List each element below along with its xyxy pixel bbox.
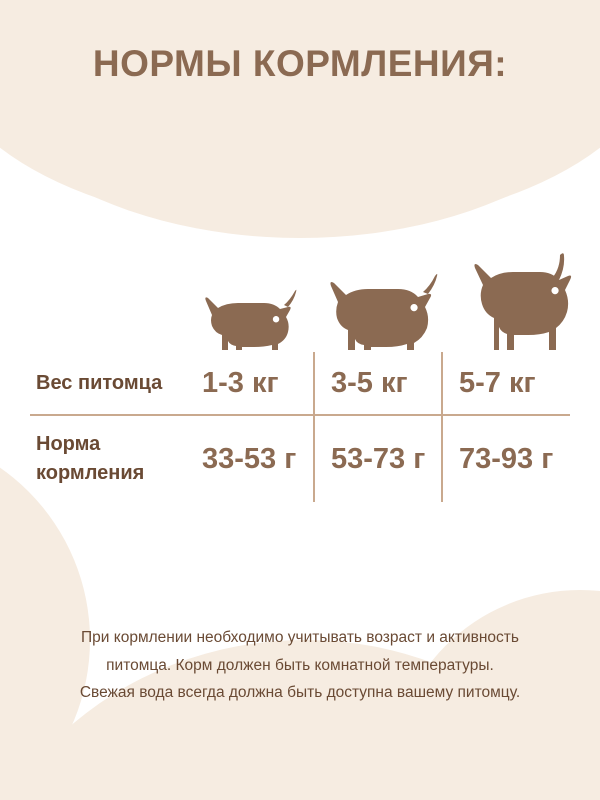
cell-portion-3: 73-93 г (459, 443, 554, 476)
feeding-note (0, 624, 600, 707)
cat-silhouette-medium-icon (326, 274, 438, 350)
cell-weight-1: 1-3 кг (186, 352, 314, 415)
note-line-3: Свежая вода всегда должна быть доступна вашему питомцу. (79, 684, 521, 702)
cat-silhouette-small-icon (202, 288, 298, 350)
table-row (30, 415, 570, 502)
cat-silhouette-large-icon (468, 252, 576, 350)
note-line-2: питомца. Корм должен быть комнатной температуры. (106, 656, 494, 674)
feeding-table (30, 352, 570, 502)
page-title: НОРМЫ КОРМЛЕНИЯ: (92, 43, 508, 84)
cell-weight-2: 3-5 кг (314, 352, 442, 415)
row-label-weight: Вес питомца (30, 352, 186, 415)
table-row (30, 352, 570, 415)
row-label-portion: Норма кормления (36, 433, 145, 485)
cell-portion-2: 53-73 г (314, 415, 442, 502)
note-line-1: При кормлении необходимо учитывать возраст и активность (81, 629, 519, 646)
cell-weight-3: 5-7 кг (442, 352, 570, 415)
cell-portion-1: 33-53 г (186, 415, 314, 502)
cat-illustrations (186, 252, 586, 352)
